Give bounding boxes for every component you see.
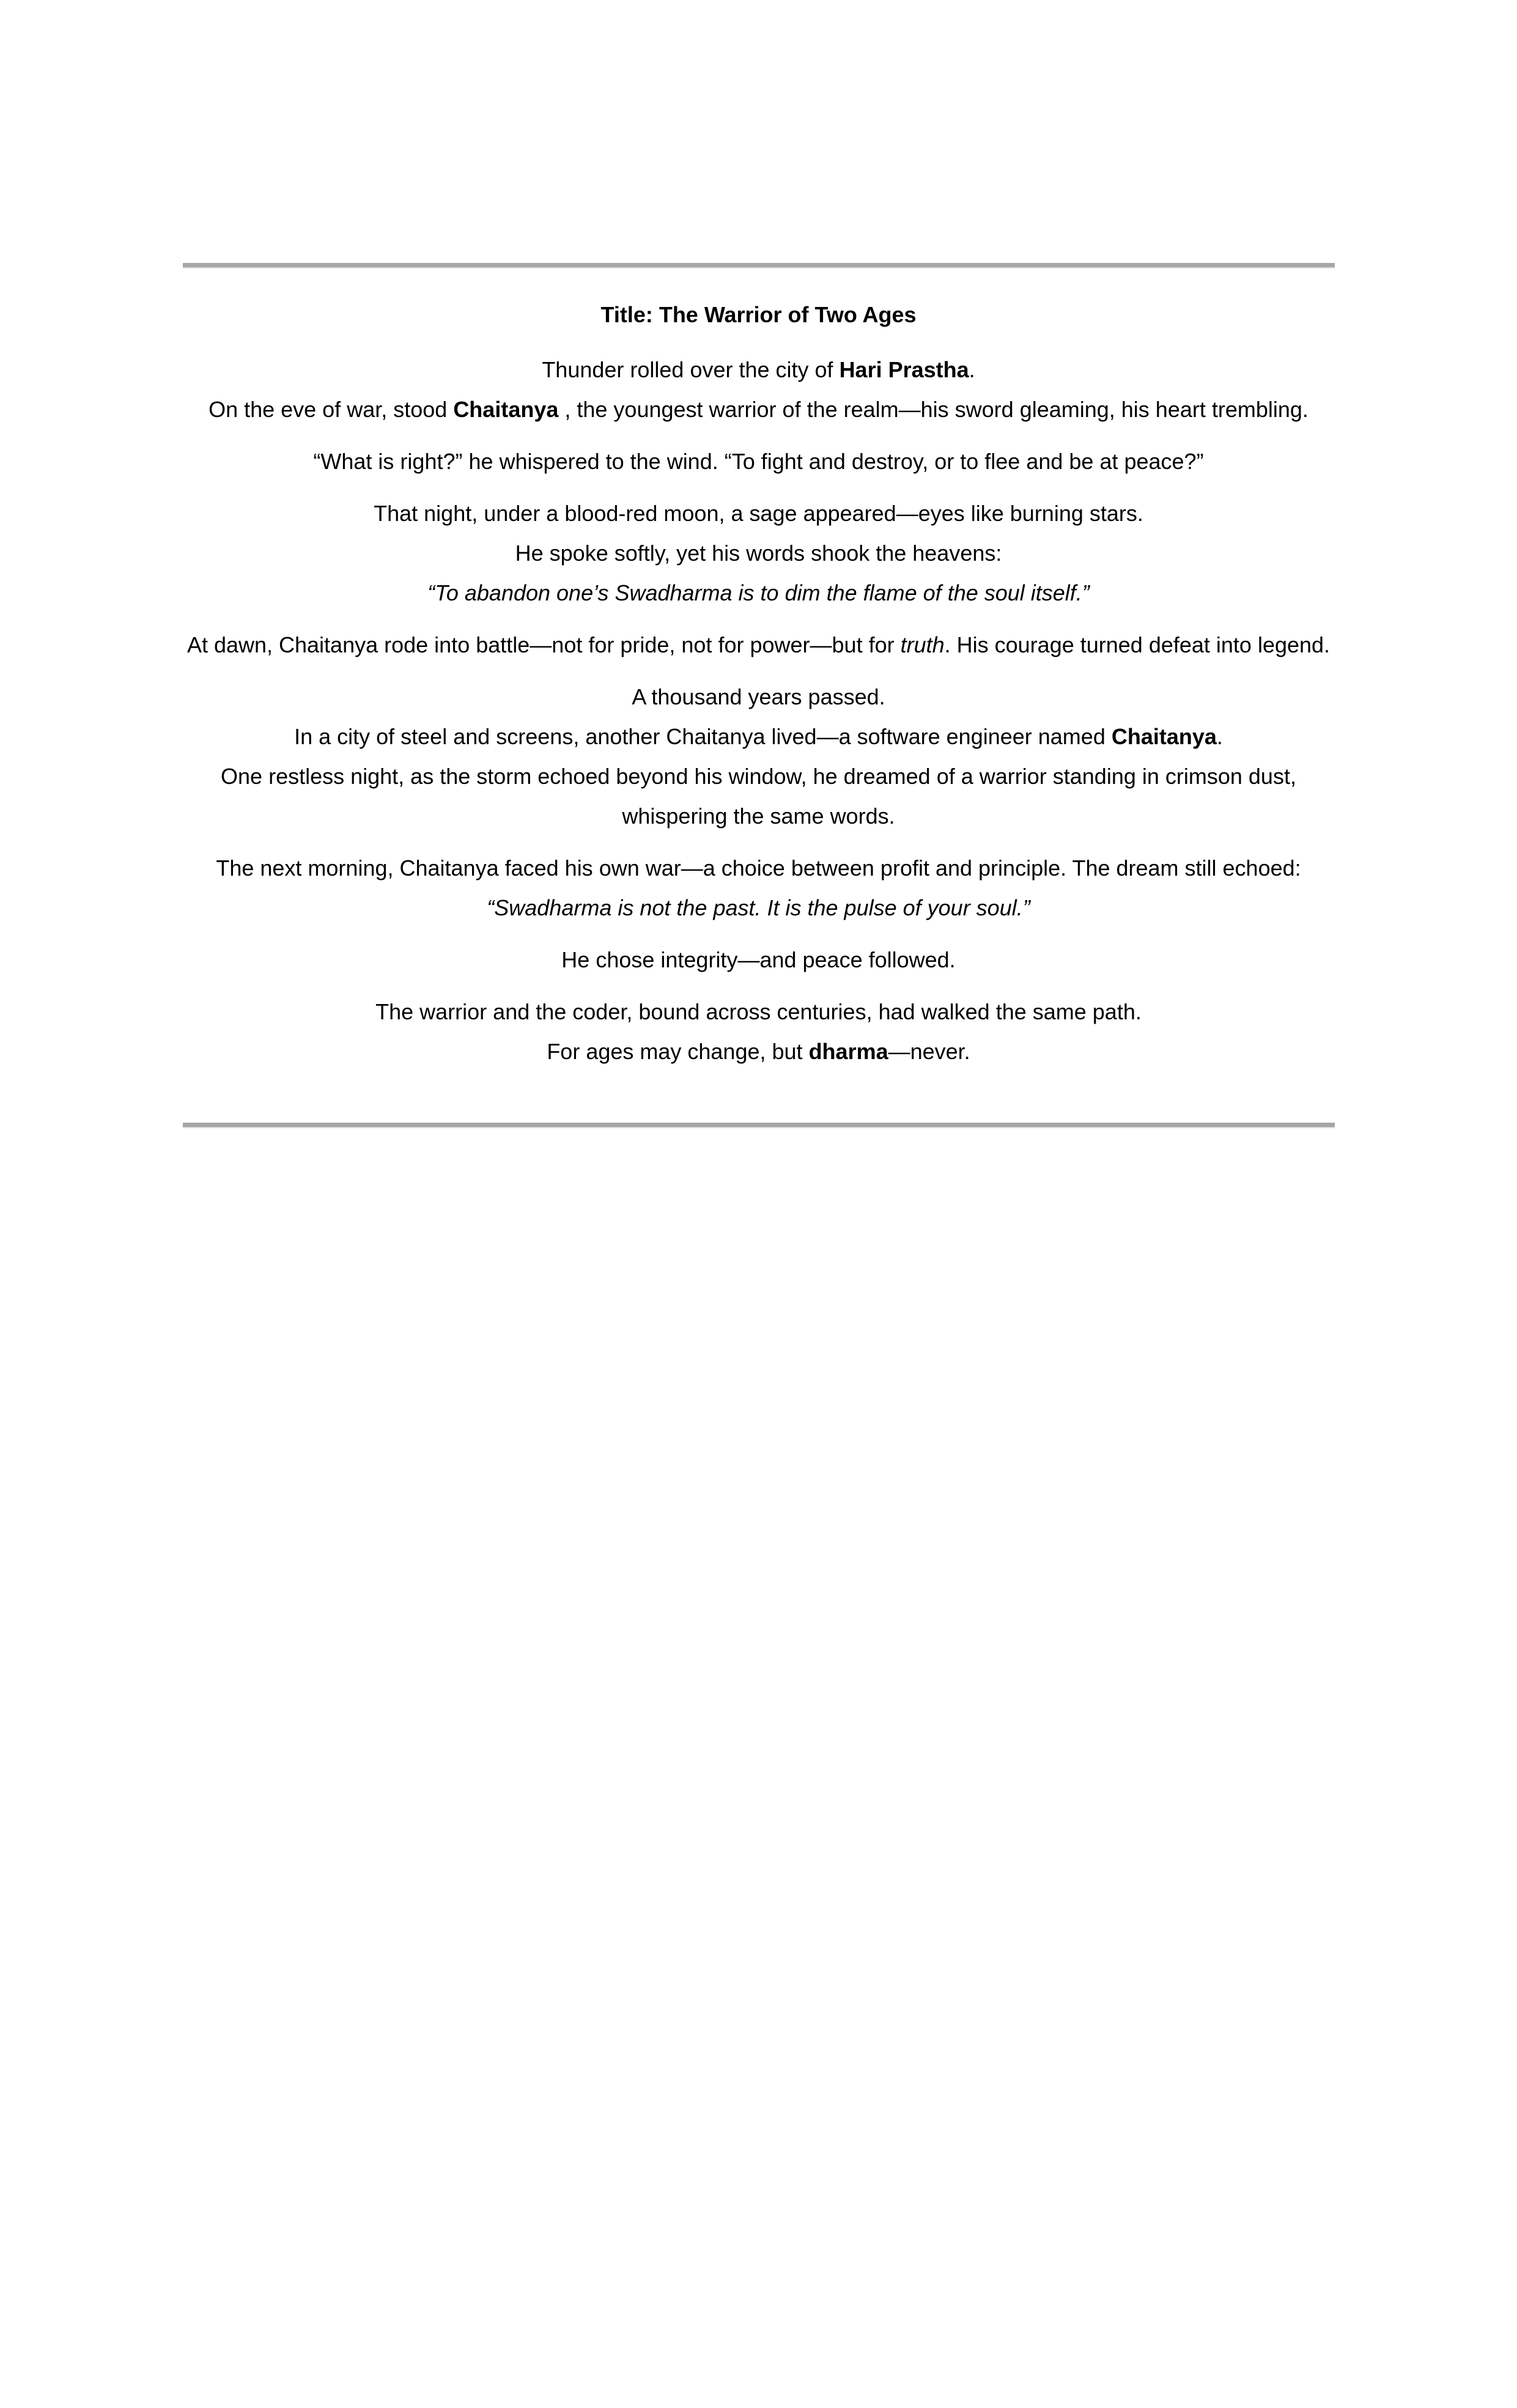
- text-run: Chaitanya: [1111, 724, 1217, 749]
- text-run: He chose integrity—and peace followed.: [561, 947, 956, 972]
- text-line: [183, 350, 1335, 390]
- text-run: At dawn, Chaitanya rode into battle—not for pride, not for power—but for: [186, 632, 901, 657]
- text-line: [183, 625, 1335, 665]
- paragraph: [183, 940, 1335, 980]
- text-line: [183, 493, 1335, 533]
- text-run: “To abandon one’s Swadharma is to dim the flame of the soul itself.”: [427, 580, 1090, 605]
- text-run: A thousand years passed.: [632, 684, 885, 709]
- document-title: Title: The Warrior of Two Ages: [600, 302, 917, 327]
- text-run: “Swadharma is not the past. It is the pulse of your soul.”: [487, 895, 1030, 920]
- text-line: [183, 441, 1335, 481]
- top-divider: [183, 263, 1335, 268]
- text-line: [183, 888, 1335, 928]
- text-line: [183, 940, 1335, 980]
- text-run: dharma: [808, 1039, 888, 1064]
- text-line: [183, 756, 1335, 836]
- document-page: [0, 263, 1517, 2408]
- text-run: The next morning, Chaitanya faced his own war—a choice between profit and principle. The dream still echoed:: [216, 855, 1301, 881]
- text-line: [183, 717, 1335, 756]
- text-run: “What is right?” he whispered to the wind. “To fight and destroy, or to flee and be at peace?”: [313, 449, 1204, 474]
- text-run: Thunder rolled over the city of: [542, 357, 840, 382]
- paragraph: [183, 625, 1335, 665]
- document-content: [183, 263, 1335, 1128]
- text-run: .: [1216, 724, 1223, 749]
- text-run: That night, under a blood-red moon, a sage appeared—eyes like burning stars.: [374, 501, 1143, 526]
- paragraph: [183, 350, 1335, 429]
- text-line: [183, 533, 1335, 573]
- text-line: [183, 848, 1335, 888]
- paragraph: [183, 441, 1335, 481]
- text-run: truth: [900, 632, 945, 657]
- text-run: One restless night, as the storm echoed beyond his window, he dreamed of a warrior standing in crimson dust, whispering the same words.: [221, 764, 1296, 829]
- text-line: [183, 992, 1335, 1032]
- text-run: For ages may change, but: [547, 1039, 809, 1064]
- bottom-divider: [183, 1123, 1335, 1128]
- paragraph: [183, 677, 1335, 836]
- text-run: On the eve of war, stood: [209, 397, 454, 422]
- text-run: .: [969, 357, 975, 382]
- text-line: [183, 1032, 1335, 1071]
- paragraph: [183, 848, 1335, 928]
- text-run: . His courage turned defeat into legend.: [944, 632, 1331, 657]
- text-run: In a city of steel and screens, another Chaitanya lived—a software engineer named: [294, 724, 1112, 749]
- text-run: , the youngest warrior of the realm—his sword gleaming, his heart trembling.: [558, 397, 1308, 422]
- text-line: [183, 677, 1335, 717]
- text-run: —never.: [888, 1039, 970, 1064]
- text-line: [183, 390, 1335, 429]
- paragraph: [183, 493, 1335, 613]
- paragraph: [183, 992, 1335, 1071]
- story-body: [183, 350, 1335, 1071]
- text-run: The warrior and the coder, bound across centuries, had walked the same path.: [375, 999, 1142, 1024]
- text-run: Hari Prastha: [839, 357, 969, 382]
- text-line: [183, 573, 1335, 613]
- text-run: He spoke softly, yet his words shook the heavens:: [515, 541, 1002, 566]
- text-run: Chaitanya: [453, 397, 559, 422]
